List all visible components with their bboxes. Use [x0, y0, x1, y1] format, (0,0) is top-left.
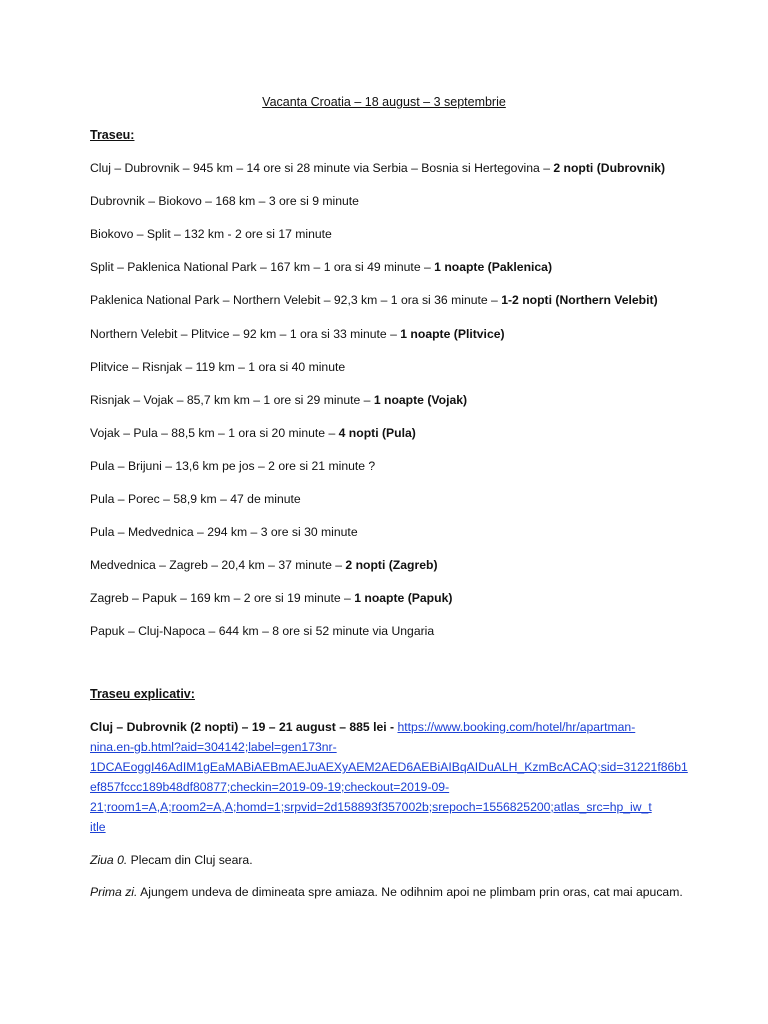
route-stay: 1 noapte (Papuk)	[354, 591, 453, 605]
day-0-text: Plecam din Cluj seara.	[127, 853, 253, 867]
route-text: Zagreb – Papuk – 169 km – 2 ore si 19 minute –	[90, 591, 355, 605]
day-0-label: Ziua 0.	[90, 853, 128, 867]
route-line	[90, 623, 434, 639]
route-stay: 1 noapte (Plitvice)	[400, 327, 505, 341]
route-text: Papuk – Cluj-Napoca – 644 km – 8 ore si 52 minute via Ungaria	[90, 624, 435, 638]
booking-link[interactable]: https://www.booking.com/hotel/hr/apartman-	[397, 720, 636, 734]
route-line	[90, 458, 375, 474]
booking-link-line[interactable]: 21;room1=A,A;room2=A,A;homd=1;srpvid=2d158893f357002b;srepoch=1556825200;atlas_src=hp_iw_t	[90, 800, 652, 814]
route-text: Pula – Brijuni – 13,6 km pe jos – 2 ore si 21 minute ?	[90, 459, 376, 473]
route-text: Northern Velebit – Plitvice – 92 km – 1 ora si 33 minute –	[90, 327, 401, 341]
route-stay: 1 noapte (Vojak)	[373, 393, 468, 407]
route-line	[90, 259, 552, 275]
route-text: Split – Paklenica National Park – 167 km – 1 ora si 49 minute –	[90, 260, 435, 274]
explicativ-segment	[90, 719, 635, 735]
route-text: Risnjak – Vojak – 85,7 km km – 1 ore si 29 minute –	[90, 393, 374, 407]
booking-link-line[interactable]: nina.en-gb.html?aid=304142;label=gen173nr-	[90, 740, 337, 754]
segment-details: – 19 – 21 august – 885 lei -	[238, 720, 398, 734]
route-text: Pula – Porec – 58,9 km – 47 de minute	[90, 492, 301, 506]
route-line	[90, 524, 358, 540]
segment-title: Cluj – Dubrovnik (2 nopti)	[90, 720, 239, 734]
route-text: Medvednica – Zagreb – 20,4 km – 37 minute –	[90, 558, 346, 572]
route-stay: 2 nopti (Zagreb)	[345, 558, 438, 572]
route-stay: 4 nopti (Pula)	[338, 426, 416, 440]
route-text: Cluj – Dubrovnik – 945 km – 14 ore si 28 minute via Serbia – Bosnia si Hertegovina –	[90, 161, 554, 175]
route-stay: 1 noapte (Paklenica)	[434, 260, 553, 274]
route-line	[90, 193, 359, 209]
route-text: Plitvice – Risnjak – 119 km – 1 ora si 40 minute	[90, 360, 346, 374]
route-line	[90, 425, 416, 441]
route-line	[90, 292, 658, 308]
day-1-paragraph	[90, 882, 690, 902]
booking-link-line[interactable]: ef857fccc189b48df80877;checkin=2019-09-19;checkout=2019-09-	[90, 780, 450, 794]
route-line	[90, 590, 452, 606]
route-line	[90, 392, 467, 408]
route-text: Dubrovnik – Biokovo – 168 km – 3 ore si 9 minute	[90, 194, 359, 208]
route-text: Vojak – Pula – 88,5 km – 1 ora si 20 minute –	[90, 426, 339, 440]
day-1-text: Ajungem undeva de dimineata spre amiaza. Ne odihnim apoi ne plimbam prin oras, cat mai apucam.	[137, 885, 683, 899]
day-1-label: Prima zi.	[90, 885, 138, 899]
day-0-paragraph	[90, 852, 253, 868]
route-line	[90, 326, 505, 342]
document-title: Vacanta Croatia – 18 august – 3 septembrie	[262, 95, 506, 109]
route-line	[90, 160, 665, 176]
route-text: Pula – Medvednica – 294 km – 3 ore si 30 minute	[90, 525, 358, 539]
route-stay: 2 nopti (Dubrovnik)	[553, 161, 666, 175]
booking-link-line[interactable]: 1DCAEoggI46AdIM1gEaMABiAEBmAEJuAEXyAEM2AED6AEBiAIBqAIDuALH_KzmBcACAQ;sid=31221f86b1	[90, 760, 688, 774]
route-line	[90, 557, 438, 573]
route-text: Paklenica National Park – Northern Velebit – 92,3 km – 1 ora si 36 minute –	[90, 293, 502, 307]
route-line	[90, 359, 345, 375]
route-line	[90, 491, 301, 507]
route-stay: 1-2 nopti (Northern Velebit)	[501, 293, 658, 307]
booking-link-line[interactable]: itle	[90, 820, 106, 834]
route-text: Biokovo – Split – 132 km - 2 ore si 17 minute	[90, 227, 332, 241]
traseu-heading: Traseu:	[90, 128, 135, 142]
route-line	[90, 226, 332, 242]
traseu-explicativ-heading: Traseu explicativ:	[90, 687, 195, 701]
